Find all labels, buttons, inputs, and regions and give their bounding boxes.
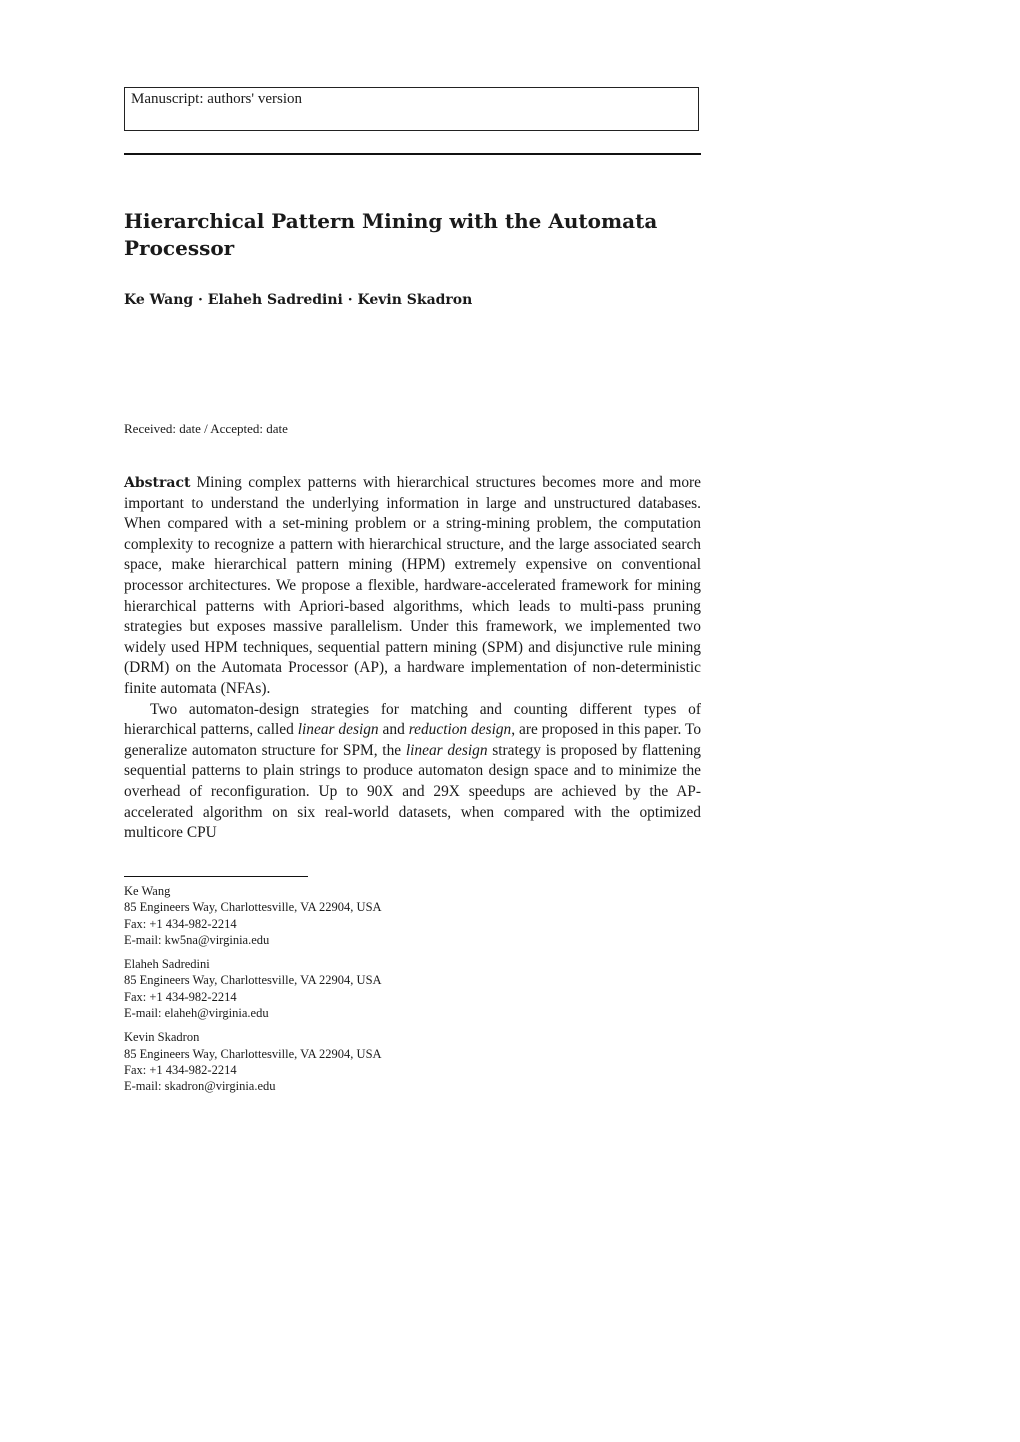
- affiliation-name: Ke Wang: [124, 884, 171, 898]
- author-affiliations: [124, 883, 704, 1103]
- affiliation-address: 85 Engineers Way, Charlottesville, VA 22904, USA: [124, 973, 382, 988]
- affiliation-name: Elaheh Sadredini: [124, 957, 210, 972]
- footnote-rule: [124, 876, 308, 877]
- affiliation-email: E-mail: elaheh@virginia.edu: [124, 1006, 269, 1021]
- emphasis-linear-design: linear design: [297, 721, 379, 739]
- abstract-label: Abstract: [124, 475, 191, 491]
- abstract-text-2b: and: [378, 721, 409, 739]
- abstract-text-2d: strategy is proposed by flattening sequential patterns to plain strings to produce automaton design space and to minimize the overhead of reconfiguration. Up to 90X and 29X speedups are achieved by the AP-accelerated algorithm on six real-world datasets, when compared with the optimized multicore CPU: [124, 741, 702, 842]
- affiliation-email: E-mail: kw5na@virginia.edu: [124, 932, 270, 947]
- manuscript-note-box: [124, 87, 699, 131]
- received-accepted-line: Received: date / Accepted: date: [124, 421, 288, 436]
- affiliation-elaheh-sadredini: [124, 956, 704, 1021]
- affiliation-email: E-mail: skadron@virginia.edu: [124, 1079, 276, 1094]
- affiliation-address: 85 Engineers Way, Charlottesville, VA 22904, USA: [124, 900, 382, 915]
- abstract-text-2a: Two automaton-design strategies for matching and counting different types of hierarchical patterns, called: [124, 700, 701, 739]
- affiliation-fax: Fax: +1 434-982-2214: [124, 1062, 237, 1077]
- abstract-text-1: Mining complex patterns with hierarchical structures becomes more and more important to understand the underlying information in large and unstructured databases. When compared with a set-mining problem or a string-mining problem, the computation complexity to recognize a pattern with hierarchical structure, and the large associated search space, make hierarchical pattern mining (HPM) extremely expensive on conventional processor architectures. We propose a flexible, hardware-accelerated framework for mining hierarchical patterns with Apriori-based algorithms, which leads to multi-pass pruning strategies but exposes massive parallelism. Under this framework, we implemented two widely used HPM techniques, sequential pattern mining (SPM) and disjunctive rule mining (DRM) on the Automata Processor (AP), a hardware implementation of non-deterministic finite automata (NFAs).: [124, 474, 701, 697]
- manuscript-note: Manuscript: authors' version: [131, 91, 303, 107]
- affiliation-fax: Fax: +1 434-982-2214: [124, 916, 237, 931]
- paper-title: Hierarchical Pattern Mining with the Automata Processor: [124, 209, 658, 260]
- author-list: Ke Wang · Elaheh Sadredini · Kevin Skadron: [124, 292, 473, 308]
- abstract-text-2c: , are proposed in this paper. To generalize automaton structure for SPM, the: [124, 721, 702, 759]
- emphasis-linear-design-2: linear design: [405, 741, 488, 759]
- affiliation-kevin-skadron: [124, 1029, 704, 1094]
- affiliation-ke-wang: [124, 883, 704, 948]
- affiliation-address: 85 Engineers Way, Charlottesville, VA 22904, USA: [124, 1046, 382, 1061]
- abstract: [124, 473, 701, 844]
- abstract-paragraph-1: [124, 473, 701, 700]
- header-rule: [124, 153, 701, 155]
- emphasis-reduction-design: reduction design: [408, 721, 512, 739]
- affiliation-name: Kevin Skadron: [124, 1030, 200, 1045]
- abstract-paragraph-2: [124, 700, 701, 844]
- affiliation-fax: Fax: +1 434-982-2214: [124, 989, 237, 1004]
